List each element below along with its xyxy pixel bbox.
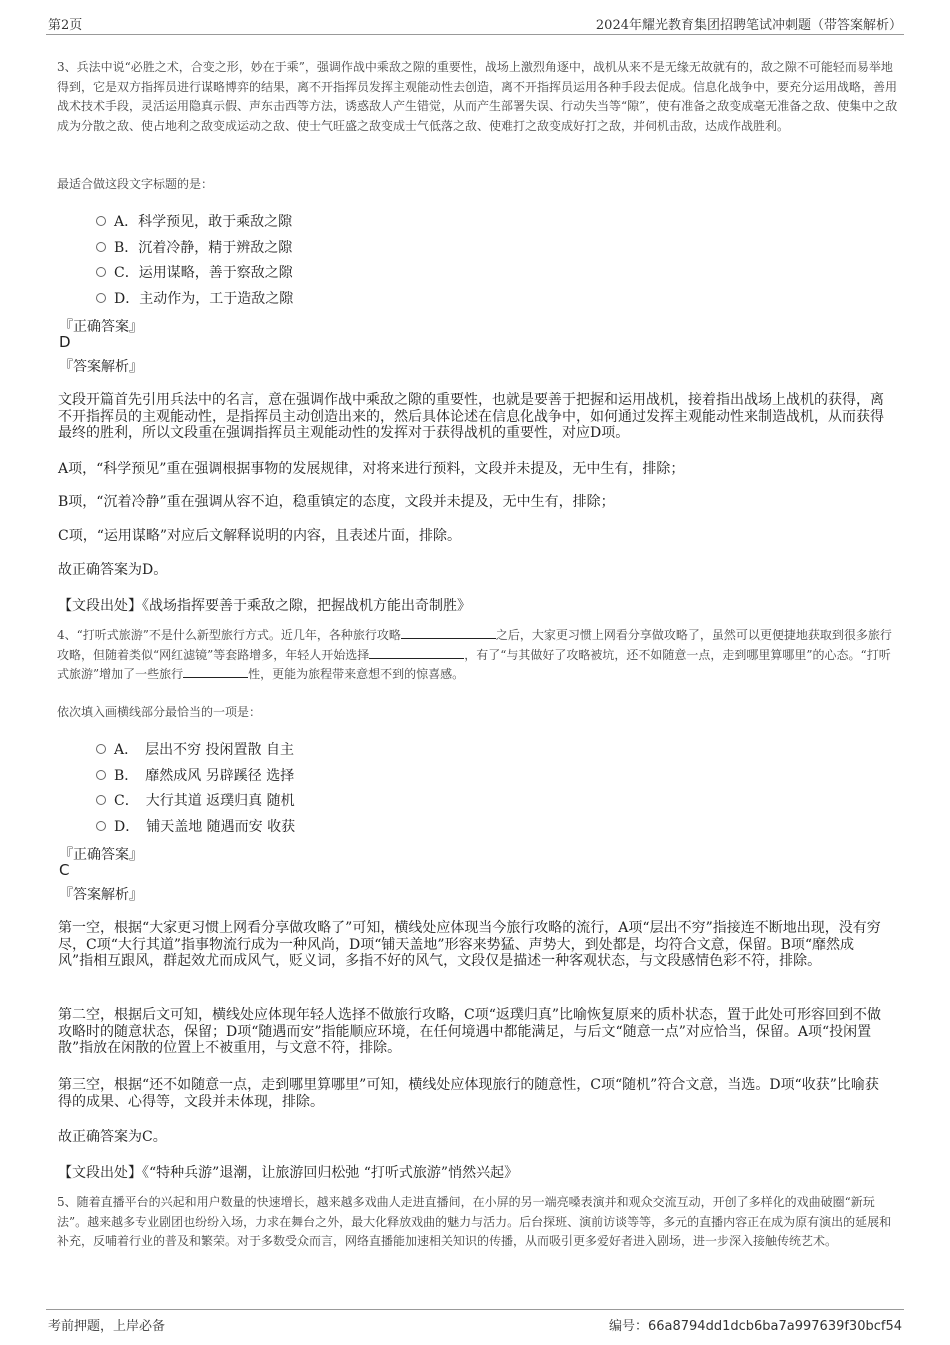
page-number: 第2页 — [48, 18, 83, 33]
q3-answer: D — [59, 333, 71, 351]
q4-option-a[interactable]: A． 层出不穷 投闲置散 自主 — [96, 739, 294, 759]
q4-prompt: 依次填入画横线部分最恰当的一项是： — [57, 705, 262, 719]
q3-conclusion: 故正确答案为D。 — [58, 562, 168, 578]
q4-analysis-blank1: 第一空，根据“大家更习惯上网看分享做攻略了”可知，横线处应体现当今旅行攻略的流行，A项“层出不穷”指接连不断地出现，没有穷尽，C项“大行其道”指事物流行成为一种风尚，D项“铺天盖地”形容来势猛、声势大，到处都是，均符合文意，保留。B项“靡然成风”指相互跟风，群起效尤而成风气，贬义词，多指不好的风气，文段仅是描述一种客观状态，与文段感情色彩不符，排除。 — [58, 920, 881, 969]
page-header — [46, 10, 904, 35]
q4-option-b[interactable]: B． 靡然成风 另辟蹊径 选择 — [96, 765, 294, 785]
document-title: 2024年耀光教育集团招聘笔试冲刺题（带答案解析） — [595, 18, 902, 33]
radio-icon[interactable] — [96, 267, 106, 277]
q5-stem: 5、随着直播平台的兴起和用户数量的快速增长，越来越多戏曲人走进直播间，在小屏的另一端亮嗓表演并和观众交流互动，开创了多样化的戏曲破圈“新玩法”。越来越多专业剧团也纷纷入场，力求在舞台之外，最大化释放戏曲的魅力与活力。后台探班、演前访谈等等，多元的直播内容正在成为原有演出的延展和补充，反哺着行业的普及和繁荣。对于多数受众而言，网络直播能加速相关知识的传播，从而吸引更多爱好者进入剧场，进一步深入接触传统艺术。 — [57, 1195, 892, 1248]
q4-source: 【文段出处】《“特种兵游”退潮，让旅游回归松弛 “打听式旅游”悄然兴起》 — [58, 1165, 519, 1181]
q3-option-a[interactable]: A．科学预见，敢于乘敌之隙 — [96, 211, 292, 231]
blank-3 — [183, 666, 248, 678]
q4-analysis-blank2: 第二空，根据后文可知，横线处应体现年轻人选择不做旅行攻略，C项“返璞归真”比喻恢复原来的质朴状态，置于此处可形容回到不做攻略时的随意状态，保留；D项“随遇而安”指能顺应环境，在任何境遇中都能满足，与后文“随意一点”对应恰当，保留。A项“投闲置散”指放在闲散的位置上不被重用，与文意不符，排除。 — [58, 1007, 882, 1056]
blank-2 — [369, 647, 464, 659]
q3-source: 【文段出处】《战场指挥要善于乘敌之隙，把握战机方能出奇制胜》 — [58, 598, 471, 614]
footer-slogan: 考前押题，上岸必备 — [48, 1319, 166, 1334]
q4-stem: 4、“打听式旅游”不是什么新型旅行方式。近几年，各种旅行攻略 之后，大家更习惯上网看分享做攻略了，虽然可以更便捷地获取到很多旅行攻略，但随着类似“网红滤镜”等套路增多，年轻人开始选择 ，有了“与其做好了攻略被坑，还不如随意一点，走到哪里算哪里”的心态。“打听式旅游”增加了一些旅行 性，更能为旅程带来意想不到的惊喜感。 — [57, 628, 892, 681]
q3-analysis-a: A项，“科学预见”重在强调根据事物的发展规律，对将来进行预料，文段并未提及，无中生有，排除； — [58, 461, 685, 477]
q4-answer: C — [59, 861, 70, 879]
page-footer — [46, 1309, 904, 1334]
q3-option-b[interactable]: B．沉着冷静，精于辨敌之隙 — [96, 237, 292, 257]
document-code: 编号：66a8794dd1dcb6ba7a997639f30bcf54 — [608, 1319, 902, 1334]
q3-analysis-main: 文段开篇首先引用兵法中的名言，意在强调作战中乘敌之隙的重要性，也就是要善于把握和运用战机，接着指出战场上战机的获得，离不开指挥员的主观能动性，是指挥员主动创造出来的，然后具体论述在信息化战争中，如何通过发挥主观能动性来制造战机，从而获得最终的胜利，所以文段重在强调指挥员主观能动性的发挥对于获得战机的重要性，对应D项。 — [58, 392, 884, 441]
q4-conclusion: 故正确答案为C。 — [58, 1129, 167, 1145]
radio-icon[interactable] — [96, 795, 106, 805]
radio-icon[interactable] — [96, 770, 106, 780]
radio-icon[interactable] — [96, 821, 106, 831]
q3-analysis-c: C项，“运用谋略”对应后文解释说明的内容，且表述片面，排除。 — [58, 528, 462, 544]
radio-icon[interactable] — [96, 242, 106, 252]
q4-analysis-label: 『答案解析』 — [59, 887, 143, 903]
q3-analysis-label: 『答案解析』 — [59, 359, 143, 375]
q3-option-d[interactable]: D．主动作为，工于造敌之隙 — [96, 288, 293, 308]
q4-analysis-blank3: 第三空，根据“还不如随意一点，走到哪里算哪里”可知，横线处应体现旅行的随意性，C项“随机”符合文意，当选。D项“收获”比喻获得的成果、心得等，文段并未体现，排除。 — [58, 1077, 879, 1110]
q3-stem: 3、兵法中说“必胜之术，合变之形，妙在于乘”，强调作战中乘敌之隙的重要性，战场上激烈角逐中，战机从来不是无缘无故就有的，敌之隙不可能轻而易举地得到，它是双方指挥员进行谋略博弈的结果，离不开指挥员发挥主观能动性去创造，离不开指挥员运用各种手段去促成。信息化战争中，要充分运用战略，善用战术技术手段，灵活运用隐真示假、声东击西等方法，诱惑敌人产生错觉，从而产生部署失误、行动失当等“隙”，使有准备之敌变成毫无准备之敌、使集中之敌成为分散之敌、使占地利之敌变成运动之敌、使士气旺盛之敌变成士气低落之敌、使难打之敌变成好打之敌，并伺机击敌，达成作战胜利。 — [57, 60, 898, 133]
q4-option-c[interactable]: C． 大行其道 返璞归真 随机 — [96, 790, 295, 810]
q3-analysis-b: B项，“沉着冷静”重在强调从容不迫，稳重镇定的态度，文段并未提及，无中生有，排除； — [58, 494, 615, 510]
q4-option-d[interactable]: D． 铺天盖地 随遇而安 收获 — [96, 816, 295, 836]
radio-icon[interactable] — [96, 744, 106, 754]
q4-answer-label: 『正确答案』 — [59, 847, 143, 863]
q3-prompt: 最适合做这段文字标题的是： — [57, 177, 214, 191]
radio-icon[interactable] — [96, 216, 106, 226]
q3-answer-label: 『正确答案』 — [59, 319, 143, 335]
q3-option-c[interactable]: C．运用谋略，善于察敌之隙 — [96, 262, 293, 282]
radio-icon[interactable] — [96, 293, 106, 303]
blank-1 — [401, 627, 496, 639]
